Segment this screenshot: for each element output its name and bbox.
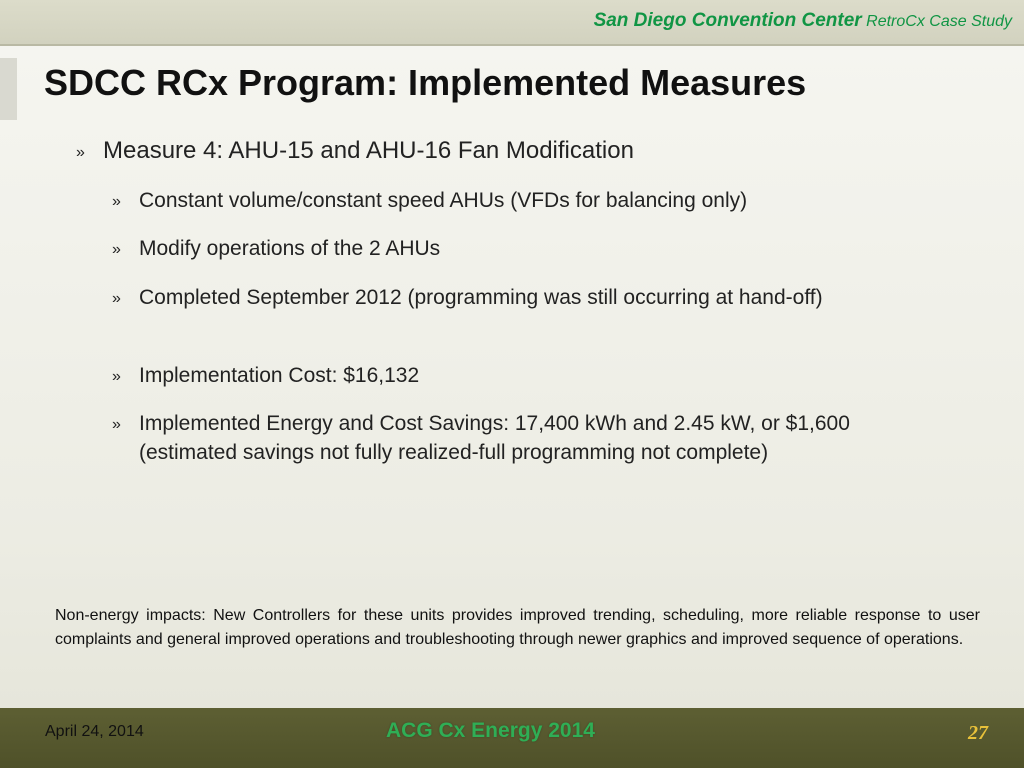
- title-accent-bar: [0, 58, 17, 120]
- footer-bar: [0, 708, 1024, 768]
- bullet-marker: »: [112, 290, 121, 307]
- bullet-level2: [112, 409, 912, 467]
- non-energy-impacts-note: Non-energy impacts: New Controllers for these units provides improved trending, scheduling, more reliable response to user complaints and general improved operations and troubleshooting through newer graphics and improved sequence of operations.: [55, 607, 980, 648]
- header-divider: [0, 44, 1024, 46]
- bullet-text: Implementation Cost: $16,132: [139, 364, 420, 387]
- header-subtitle: RetroCx Case Study: [866, 13, 1012, 30]
- bullet-marker: »: [112, 368, 121, 385]
- bullet-text: Constant volume/constant speed AHUs (VFDs for balancing only): [139, 189, 748, 212]
- bullet-level2: [112, 234, 912, 263]
- header-org: San Diego Convention Center: [593, 10, 862, 31]
- bullet-text: Implemented Energy and Cost Savings: 17,400 kWh and 2.45 kW, or $1,600 (estimated savings not fully realized-full programming not complete): [139, 412, 850, 464]
- header-bar: [0, 0, 1024, 44]
- bullet-marker: »: [112, 241, 121, 258]
- slide-title: SDCC RCx Program: Implemented Measures: [44, 62, 807, 103]
- footer-event-title: ACG Cx Energy 2014: [386, 719, 595, 742]
- page-number: 27: [968, 722, 988, 744]
- bullet-marker: »: [112, 416, 121, 433]
- bullet-level2: [112, 283, 912, 312]
- bullet-marker: »: [76, 144, 85, 161]
- bullet-level2: [112, 186, 912, 215]
- bullet-text: Completed September 2012 (programming was still occurring at hand-off): [139, 286, 823, 309]
- bullet-level2: [112, 361, 912, 390]
- bullet-level1: [76, 136, 976, 166]
- footer-date: April 24, 2014: [45, 723, 144, 740]
- bullet-marker: »: [112, 193, 121, 210]
- bullet-text: Modify operations of the 2 AHUs: [139, 237, 441, 260]
- header-text: [594, 10, 1012, 32]
- bullet-text: Measure 4: AHU-15 and AHU-16 Fan Modification: [103, 137, 634, 164]
